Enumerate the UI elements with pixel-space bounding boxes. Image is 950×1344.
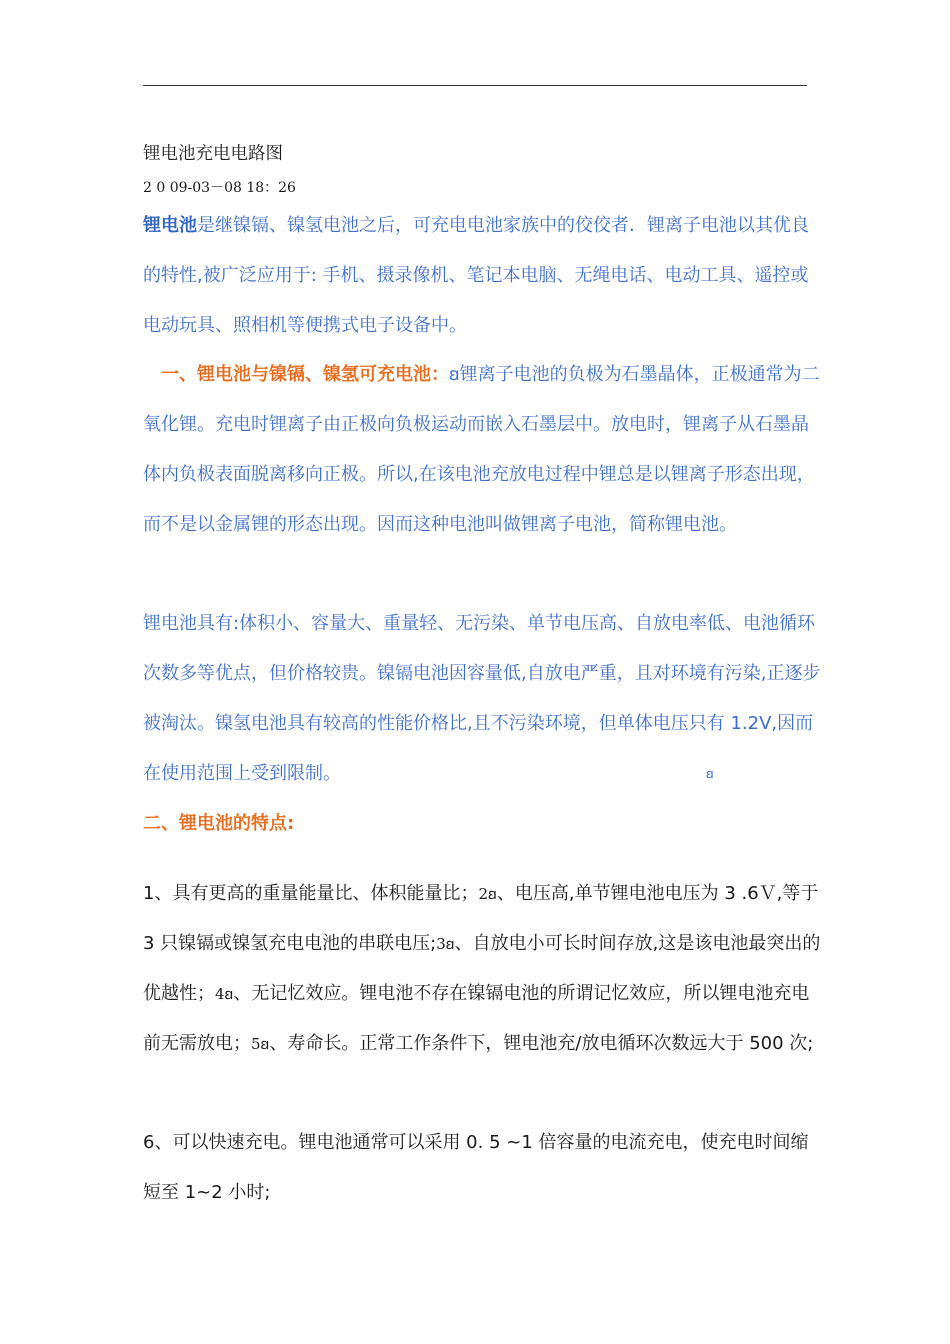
section1-text: ꞛ锂离子电池的负极为石墨晶体，正极通常为二氧化锂。充电时锂离子由正极向负极运动而嵌入石墨层中。放电时，锂离子从石墨晶体内负极表面脱离移向正极。所以,在该电池充放电过程中锂总是以锂离子形态出现，而不是以金属锂的形态出现。因而这种电池叫做锂离子电池，简称锂电池。 — [143, 364, 820, 535]
header-rule — [143, 85, 807, 86]
feature-5-number: 5ꞛ — [251, 1035, 270, 1053]
intro-paragraph — [143, 201, 823, 351]
section2-heading: 二、锂电池的特点: — [143, 813, 295, 834]
feature-4-number: 4ꞛ — [215, 985, 234, 1003]
feature-5: 、寿命长。正常工作条件下，锂电池充/放电循环次数远大于 500 次; — [269, 1033, 814, 1054]
section1-paragraph — [143, 350, 823, 550]
intro-lead-term: 锂电池 — [143, 215, 197, 236]
feature-1: 1、具有更高的重量能量比、体积能量比； — [143, 883, 479, 904]
feature-3: 、自放电小可长时间存放,这是该电池最突出的优越性； — [143, 933, 821, 1004]
feature-4: 、无记忆效应。锂电池不存在镍镉电池的所谓记忆效应，所以锂电池充电前无需放电； — [143, 983, 810, 1054]
comparison-paragraph: 锂电池具有:体积小、容量大、重量轻、无污染、单节电压高、自放电率低、电池循环次数多等优点，但价格较贵。镍镉电池因容量低,自放电严重，且对环境有污染,正逐步被淘汰。镍氢电池具有较高的性能价格比,且不污染环境，但单体电压只有 1.2V,因而在使用范围上受到限制。 — [143, 613, 821, 784]
feature-6-paragraph: 6、可以快速充电。锂电池通常可以采用 0. 5 ~1 倍容量的电流充电，使充电时间缩短至 1~2 小时; — [143, 1132, 809, 1203]
document-title: 锂电池充电电路图 — [143, 144, 283, 164]
feature-2-number: 2ꞛ — [478, 885, 497, 903]
feature-2: 、电压高,单节锂电池电压为 3 .6Ｖ,等于 3 只镍镉或镍氢充电电池的串联电压; — [143, 883, 819, 954]
features-paragraph — [143, 869, 823, 1069]
paragraph-mark: ꞛ — [706, 767, 714, 782]
section1-heading: 一、锂电池与镍镉、镍氢可充电池： — [161, 364, 449, 385]
feature-3-number: 3ꞛ — [436, 935, 455, 953]
intro-text: 是继镍镉、镍氢电池之后，可充电电池家族中的佼佼者．锂离子电池以其优良的特性,被广泛应用于: 手机、摄录像机、笔记本电脑、无绳电话、电动工具、遥控或电动玩具、照相机等便携式电子设备中。 — [143, 215, 809, 336]
document-date: 2 0 09-03－08 18：26 — [143, 180, 296, 196]
